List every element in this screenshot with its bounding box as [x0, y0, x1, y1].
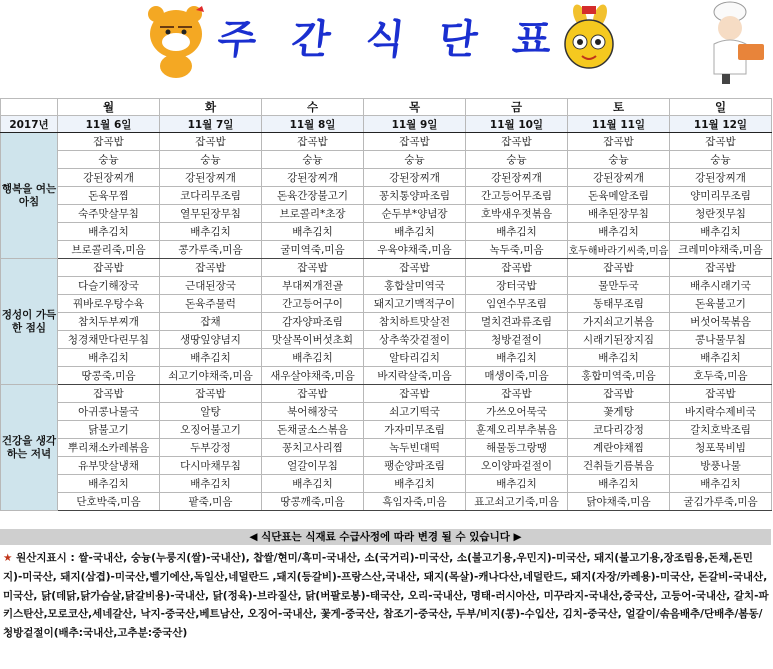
menu-item: 동태무조림	[568, 295, 670, 313]
menu-row	[1, 313, 772, 331]
menu-item: 배추된장무침	[568, 205, 670, 223]
menu-item: 쇠고기떡국	[364, 403, 466, 421]
menu-item: 배추김치	[568, 349, 670, 367]
menu-item: 배추시래기국	[670, 277, 772, 295]
menu-item: 배추김치	[262, 349, 364, 367]
menu-item: 잡곡밥	[568, 259, 670, 277]
menu-item: 단호박죽,미음	[58, 493, 160, 511]
menu-item: 열무된장무침	[160, 205, 262, 223]
menu-item: 바지락살죽,미음	[364, 367, 466, 385]
menu-item: 호두죽,미음	[670, 367, 772, 385]
change-notice: ◀ 식단표는 식재료 수급사정에 따라 변경 될 수 있습니다 ▶	[0, 529, 771, 545]
menu-item: 숭늉	[160, 151, 262, 169]
menu-row	[1, 277, 772, 295]
menu-item: 매생이죽,미음	[466, 367, 568, 385]
menu-item: 강된장찌개	[670, 169, 772, 187]
menu-item: 잡곡밥	[670, 133, 772, 151]
year-cell: 2017년	[1, 116, 58, 133]
menu-item: 배추김치	[58, 475, 160, 493]
menu-item: 청포묵비빔	[670, 439, 772, 457]
menu-row	[1, 493, 772, 511]
menu-item: 배추김치	[568, 475, 670, 493]
menu-item: 잡곡밥	[160, 259, 262, 277]
menu-item: 강된장찌개	[58, 169, 160, 187]
menu-item: 청경채만다린무침	[58, 331, 160, 349]
menu-item: 흑임자죽,미음	[364, 493, 466, 511]
menu-item: 배추김치	[160, 349, 262, 367]
menu-item: 잡곡밥	[364, 259, 466, 277]
menu-row	[1, 259, 772, 277]
star-icon: ★	[3, 552, 13, 564]
menu-item: 청방겉절이	[466, 331, 568, 349]
menu-item: 꿔바로우탕수육	[58, 295, 160, 313]
date-cell: 11월 11일	[568, 116, 670, 133]
lion-mascot-icon	[142, 2, 212, 80]
title-char: 표	[510, 16, 557, 63]
menu-item: 맛살목이버섯초회	[262, 331, 364, 349]
menu-item: 배추김치	[466, 223, 568, 241]
day-name-cell: 화	[160, 99, 262, 116]
menu-item: 잡곡밥	[262, 133, 364, 151]
menu-item: 아귀콩나물국	[58, 403, 160, 421]
menu-row	[1, 205, 772, 223]
menu-row	[1, 151, 772, 169]
menu-item: 녹두죽,미음	[466, 241, 568, 259]
menu-item: 상추쑥갓겉절이	[364, 331, 466, 349]
menu-item: 배추김치	[466, 349, 568, 367]
menu-item: 브로콜리죽,미음	[58, 241, 160, 259]
menu-item: 돈육무찜	[58, 187, 160, 205]
day-name-cell: 월	[58, 99, 160, 116]
menu-item: 참치두부찌개	[58, 313, 160, 331]
menu-item: 숙주맛살무침	[58, 205, 160, 223]
menu-item: 홍합미역죽,미음	[568, 367, 670, 385]
menu-item: 강된장찌개	[160, 169, 262, 187]
menu-item: 콩나물무침	[670, 331, 772, 349]
date-cell: 11월 10일	[466, 116, 568, 133]
menu-item: 배추김치	[670, 223, 772, 241]
menu-item: 크레미야채죽,미음	[670, 241, 772, 259]
menu-item: 두부강정	[160, 439, 262, 457]
day-name-cell: 수	[262, 99, 364, 116]
menu-item: 부대찌개전골	[262, 277, 364, 295]
menu-item: 배추김치	[670, 349, 772, 367]
menu-item: 잡곡밥	[160, 385, 262, 403]
menu-item: 숭늉	[262, 151, 364, 169]
menu-item: 잡곡밥	[670, 259, 772, 277]
date-cell: 11월 6일	[58, 116, 160, 133]
menu-row	[1, 403, 772, 421]
menu-row	[1, 241, 772, 259]
chef-icon	[700, 0, 770, 86]
day-name-cell: 일	[670, 99, 772, 116]
menu-item: 굴김가루죽,미음	[670, 493, 772, 511]
menu-item: 시래기된장지짐	[568, 331, 670, 349]
title-char: 간	[289, 16, 335, 63]
menu-item: 땅콩깨죽,미음	[262, 493, 364, 511]
menu-item: 다슬기해장국	[58, 277, 160, 295]
menu-item: 해물동그랑땡	[466, 439, 568, 457]
menu-row	[1, 187, 772, 205]
menu-item: 잡곡밥	[58, 259, 160, 277]
title-char: 단	[436, 16, 483, 63]
menu-item: 숭늉	[568, 151, 670, 169]
page-title	[215, 14, 557, 63]
rabbit-mascot-icon	[558, 4, 620, 74]
menu-item: 강된장찌개	[466, 169, 568, 187]
menu-item: 잡곡밥	[670, 385, 772, 403]
day-name-cell: 목	[364, 99, 466, 116]
menu-item: 간고등어무조림	[466, 187, 568, 205]
date-header-row	[1, 116, 772, 133]
menu-item: 배추김치	[160, 475, 262, 493]
menu-item: 꽁치통양파조림	[364, 187, 466, 205]
menu-item: 양미리무조림	[670, 187, 772, 205]
menu-item: 돼지고기맥적구이	[364, 295, 466, 313]
menu-item: 강된장찌개	[364, 169, 466, 187]
menu-item: 홍합살미역국	[364, 277, 466, 295]
menu-item: 호두해바라기씨죽,미음	[568, 241, 670, 259]
menu-item: 강된장찌개	[262, 169, 364, 187]
menu-item: 코다리무조림	[160, 187, 262, 205]
title-char: 식	[362, 16, 409, 63]
menu-item: 콩가루죽,미음	[160, 241, 262, 259]
menu-item: 숭늉	[670, 151, 772, 169]
menu-item: 장터국밥	[466, 277, 568, 295]
menu-item: 방풍나물	[670, 457, 772, 475]
menu-item: 가쓰오어묵국	[466, 403, 568, 421]
menu-item: 잡곡밥	[58, 385, 160, 403]
menu-item: 새우살야채죽,미음	[262, 367, 364, 385]
menu-item: 잡채	[160, 313, 262, 331]
menu-item: 잡곡밥	[160, 133, 262, 151]
menu-item: 물만두국	[568, 277, 670, 295]
day-header-row	[1, 99, 772, 116]
menu-item: 표고쇠고기죽,미음	[466, 493, 568, 511]
menu-item: 배추김치	[58, 223, 160, 241]
menu-item: 잡곡밥	[262, 259, 364, 277]
menu-item: 생땅잎양념지	[160, 331, 262, 349]
menu-row	[1, 367, 772, 385]
menu-row	[1, 295, 772, 313]
day-name-cell: 금	[466, 99, 568, 116]
menu-row	[1, 133, 772, 151]
menu-item: 감자양파조림	[262, 313, 364, 331]
menu-item: 브로콜리*초장	[262, 205, 364, 223]
date-cell: 11월 12일	[670, 116, 772, 133]
menu-row	[1, 349, 772, 367]
menu-row	[1, 439, 772, 457]
menu-row	[1, 421, 772, 439]
menu-item: 강된장찌개	[568, 169, 670, 187]
menu-item: 북어해장국	[262, 403, 364, 421]
corner-cell	[1, 99, 58, 116]
menu-item: 꽁치고사리찜	[262, 439, 364, 457]
menu-row	[1, 457, 772, 475]
menu-item: 바지락수제비국	[670, 403, 772, 421]
menu-item: 순두부*양념장	[364, 205, 466, 223]
menu-item: 잡곡밥	[262, 385, 364, 403]
meal-label: 건강을 생각하는 저녁	[1, 385, 58, 511]
menu-item: 배추김치	[364, 475, 466, 493]
menu-item: 땅콩죽,미음	[58, 367, 160, 385]
menu-item: 임연수무조림	[466, 295, 568, 313]
menu-item: 팥죽,미음	[160, 493, 262, 511]
menu-row	[1, 223, 772, 241]
menu-item: 돈육간장불고기	[262, 187, 364, 205]
menu-item: 배추김치	[262, 223, 364, 241]
date-cell: 11월 7일	[160, 116, 262, 133]
menu-item: 호박새우젓볶음	[466, 205, 568, 223]
menu-item: 잡곡밥	[364, 385, 466, 403]
menu-item: 알타리김치	[364, 349, 466, 367]
menu-item: 숭늉	[364, 151, 466, 169]
menu-item: 숭늉	[466, 151, 568, 169]
menu-item: 잡곡밥	[568, 133, 670, 151]
menu-item: 배추김치	[160, 223, 262, 241]
menu-item: 잡곡밥	[466, 259, 568, 277]
origin-label: 원산지표시 :	[16, 552, 75, 564]
menu-item: 코다리강정	[568, 421, 670, 439]
header	[0, 0, 773, 98]
menu-item: 배추김치	[466, 475, 568, 493]
menu-item: 청란젓무침	[670, 205, 772, 223]
menu-item: 잡곡밥	[466, 133, 568, 151]
menu-item: 오징어불고기	[160, 421, 262, 439]
title-char: 주	[215, 16, 261, 63]
menu-item: 잡곡밥	[364, 133, 466, 151]
date-cell: 11월 8일	[262, 116, 364, 133]
origin-info	[3, 549, 769, 643]
menu-item: 다시마채무침	[160, 457, 262, 475]
menu-item: 계란야채찜	[568, 439, 670, 457]
menu-item: 얼갈이무침	[262, 457, 364, 475]
menu-item: 배추김치	[364, 223, 466, 241]
menu-item: 잡곡밥	[58, 133, 160, 151]
menu-item: 버섯어묵볶음	[670, 313, 772, 331]
menu-item: 숭늉	[58, 151, 160, 169]
menu-item: 쇠고기야채죽,미음	[160, 367, 262, 385]
menu-item: 배추김치	[568, 223, 670, 241]
menu-row	[1, 475, 772, 493]
menu-item: 굴미역죽,미음	[262, 241, 364, 259]
menu-item: 오이양파겉절이	[466, 457, 568, 475]
menu-item: 알탕	[160, 403, 262, 421]
menu-item: 건취들기름볶음	[568, 457, 670, 475]
menu-item: 닭야채죽,미음	[568, 493, 670, 511]
menu-row	[1, 331, 772, 349]
menu-item: 뿌리채소카레볶음	[58, 439, 160, 457]
menu-item: 꽃게탕	[568, 403, 670, 421]
menu-item: 근대된장국	[160, 277, 262, 295]
menu-item: 참치하트맛살전	[364, 313, 466, 331]
meal-label: 행복을 여는 아침	[1, 133, 58, 259]
menu-item: 우육야채죽,미음	[364, 241, 466, 259]
menu-item: 훈제오리부추볶음	[466, 421, 568, 439]
menu-item: 배추김치	[262, 475, 364, 493]
menu-item: 돈육주물럭	[160, 295, 262, 313]
menu-table	[0, 98, 772, 511]
menu-row	[1, 385, 772, 403]
day-name-cell: 토	[568, 99, 670, 116]
menu-item: 가자미무조림	[364, 421, 466, 439]
menu-item: 잡곡밥	[466, 385, 568, 403]
menu-item: 돈육메알조림	[568, 187, 670, 205]
meal-label: 정성이 가득한 점심	[1, 259, 58, 385]
menu-item: 돈육불고기	[670, 295, 772, 313]
menu-item: 간고등어구이	[262, 295, 364, 313]
menu-item: 가지쇠고기볶음	[568, 313, 670, 331]
menu-row	[1, 169, 772, 187]
menu-item: 배추김치	[670, 475, 772, 493]
menu-item: 녹두빈대떡	[364, 439, 466, 457]
menu-item: 닭불고기	[58, 421, 160, 439]
menu-item: 유부맛살냉채	[58, 457, 160, 475]
date-cell: 11월 9일	[364, 116, 466, 133]
menu-item: 잡곡밥	[568, 385, 670, 403]
menu-item: 배추김치	[58, 349, 160, 367]
origin-text: 쌀-국내산, 숭늉(누룽지(쌀)-국내산), 찹쌀/현미/흑미-국내산, 소(국거리)-미국산, 소(불고기용,우민지)-미국산, 돼지(불고기용,장조림용,돈채,돈민지)-미국산, 돼지(삼겹)-미국산,벨기에산,독일산,네덜란드 ,돼지(등갈비)-프랑스산,국내산, 돼지(목살)-캐나다산,네덜란드, 돼지(자장/카레용)-미국산, 돈갈비-국내산,미국산, 닭(데닭,닭가슴살,닭갈비용)-국내산, 닭(정육)-브라질산, 닭(버팔로봉)-태국산, 오리-국내산, 명태-러시아산, 미꾸라지-국내산,중국산, 고등어-국내산, 갈치-파키스탄산,모로코산,세네갈산, 낙지-중국산,베트남산, 오징어-국내산, 꽃게-중국산, 참조기-중국산, 두부/비지(콩)-수입산, 김치-중국산, 얼갈이/솎음배추/단배추/봄동/청방겉절이(배추:국내산,고추분:중국산)	[3, 552, 769, 640]
menu-item: 멸치견과류조림	[466, 313, 568, 331]
menu-item: 갈치호박조림	[670, 421, 772, 439]
menu-item: 팽순양파조림	[364, 457, 466, 475]
menu-item: 돈채굴소스볶음	[262, 421, 364, 439]
